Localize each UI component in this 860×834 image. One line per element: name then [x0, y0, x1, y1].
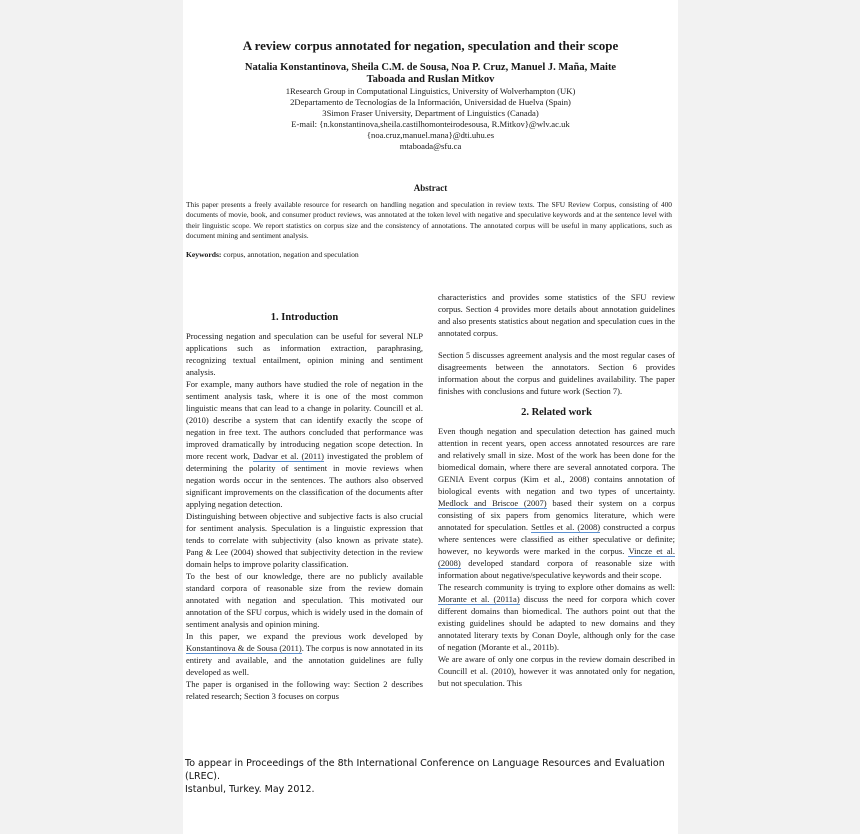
publication-footer	[183, 757, 680, 793]
intro-paragraph-6: The paper is organised in the following way: Section 2 describes related research; Section 3 focuses on corpus	[186, 679, 423, 701]
footer-line-2: Istanbul, Turkey. May 2012.	[185, 784, 315, 795]
abstract-heading: Abstract	[413, 183, 448, 193]
related-paragraph-1	[438, 425, 675, 581]
affiliation-1: 1Research Group in Computational Linguistics, University of Wolverhampton (UK)	[285, 86, 576, 96]
email-line-1: E-mail: {n.konstantinova,sheila.castilhomonteirodesousa, R.Mitkov}@wlv.ac.uk	[291, 119, 570, 129]
intro-p5-text-b: . The corpus is now annotated in its entirety and available, and the annotation guidelines are fully developed as well.	[186, 643, 423, 677]
paper-title: A review corpus annotated for negation, speculation and their scope	[242, 38, 619, 53]
related-paragraph-3: We are aware of only one corpus in the review domain described in Councill et al. (2010), however it was annotated only for negation, but not speculation. This	[438, 654, 675, 688]
affiliations	[183, 86, 678, 152]
intro-paragraph-3: Distinguishing between objective and subjective facts is also crucial for sentiment analysis. Speculation is a linguistic expression that tends to correlate with subjectivity (also known as private state). Pang & Lee (2004) showed that subjectivity detection in the review domain helps to improve polarity classification.	[186, 511, 423, 569]
citation-link-dadvar[interactable]: Dadvar et al. (2011)	[252, 451, 324, 461]
paper-page	[183, 0, 678, 834]
abstract-text: This paper presents a freely available resource for research on handling negation and speculation in review texts. The SFU Review Corpus, consisting of 400 documents of movie, book, and consumer product reviews, was annotated at the token level with negative and speculative keywords and at the sentence level with their linguistic scope. We report statistics on corpus size and the consistency of annotations. The annotated corpus will be useful in many applications, such as document mining and sentiment analysis.	[186, 200, 672, 241]
email-line-3: mtaboada@sfu.ca	[399, 141, 462, 151]
keywords-label: Keywords:	[186, 250, 222, 259]
section-heading-introduction: 1. Introduction	[270, 312, 339, 323]
related-p1-text-c: constructed a corpus where sentences were classified as either speculative or definite; however, no keywords were marked in the corpus.	[438, 522, 675, 556]
keywords-text: corpus, annotation, negation and speculation	[221, 250, 359, 259]
keywords	[186, 250, 359, 259]
intro-paragraph-1: Processing negation and speculation can be useful for several NLP applications such as information extraction, paraphrasing, recognizing textual entailment, opinion mining and sentiment analysis.	[186, 331, 423, 377]
right-paragraph-1: characteristics and provides some statistics of the SFU review corpus. Section 4 provides more details about annotation guidelines and also presents statistics about negation and speculation cues in the annotated corpus.	[438, 292, 675, 338]
related-p2-text-b: discuss the need for corpora which cover different domains than biomedical. The authors point out that the existing guidelines should be adapted to new domains and they annotated literary texts by Conan Doyle, although only for the case of negation (Morante et al., 2011b).	[438, 594, 675, 652]
intro-paragraph-5	[186, 630, 423, 678]
right-column	[438, 291, 675, 689]
citation-link-konstantinova[interactable]: Konstantinova & de Sousa (2011)	[186, 643, 302, 653]
related-p1-text-a: Even though negation and speculation detection has gained much attention in recent years, open access annotated resources are rare and relatively small in size. Most of the work has been done for the biomedical domain, where there are several annotated corpora. The GENIA Event corpus (Kim et al., 2008) contains annotation of biological events with negation and two types of uncertainty.	[438, 426, 675, 496]
intro-p2-text-a: For example, many authors have studied the role of negation in the sentiment analysis task, where it is one of the most common linguistic means that can lead to a change in polarity. Councill et al. (2010) describe a system that can identify exactly the scope of negation in free text. The authors concluded that performance was improved dramatically by introducing negation scope detection. In more recent work,	[186, 379, 423, 461]
citation-link-medlock[interactable]: Medlock and Briscoe (2007)	[438, 498, 547, 508]
citation-link-settles[interactable]: Settles et al. (2008)	[531, 522, 601, 532]
email-line-2: {noa.cruz,manuel.mana}@dti.uhu.es	[366, 130, 495, 140]
intro-paragraph-2	[186, 378, 423, 510]
related-p1-text-d: developed standard corpora of reasonable size with information about negative/speculative keywords and their scope.	[438, 558, 675, 580]
left-column	[186, 312, 423, 702]
citation-link-vincze[interactable]: Vincze et al. (2008)	[438, 546, 675, 568]
related-paragraph-2	[438, 581, 675, 653]
related-p1-text-b: based their system on a corpus consisting of six papers from genomics literature, which were annotated for speculation.	[438, 498, 675, 532]
authors-line-2: Taboada and Ruslan Mitkov	[366, 74, 495, 85]
author-list	[183, 62, 678, 86]
citation-link-morante[interactable]: Morante et al. (2011a)	[438, 594, 520, 604]
affiliation-3: 3Simon Fraser University, Department of Linguistics (Canada)	[322, 108, 539, 118]
related-p2-text-a: The research community is trying to explore other domains as well:	[438, 582, 675, 592]
intro-p2-text-b: investigated the problem of determining the polarity of sentiment in movie reviews when negation words occur in the sentences. The authors also observed significant improvements on the classification of the documents after applying negation detection.	[186, 451, 423, 509]
intro-p5-text-a: In this paper, we expand the previous work developed by	[186, 631, 423, 641]
authors-line-1: Natalia Konstantinova, Sheila C.M. de Sousa, Noa P. Cruz, Manuel J. Maña, Maite	[244, 62, 617, 73]
intro-paragraph-4: To the best of our knowledge, there are no publicly available standard corpora of reasonable size from the review domain annotated with negation and speculation. This motivated our annotation of the SFU corpus, which is widely used in the domain of sentiment analysis and opinion mining.	[186, 571, 423, 629]
section-heading-related-work: 2. Related work	[521, 407, 592, 418]
footer-line-1: To appear in Proceedings of the 8th International Conference on Language Resources and Evaluation (LREC).	[185, 758, 665, 782]
right-paragraph-2: Section 5 discusses agreement analysis and the most regular cases of disagreements between the annotators. Section 6 provides information about the corpus and guidelines availability. The paper finishes with conclusions and future work (Section 7).	[438, 350, 675, 396]
affiliation-2: 2Departamento de Tecnologías de la Información, Universidad de Huelva (Spain)	[290, 97, 571, 107]
